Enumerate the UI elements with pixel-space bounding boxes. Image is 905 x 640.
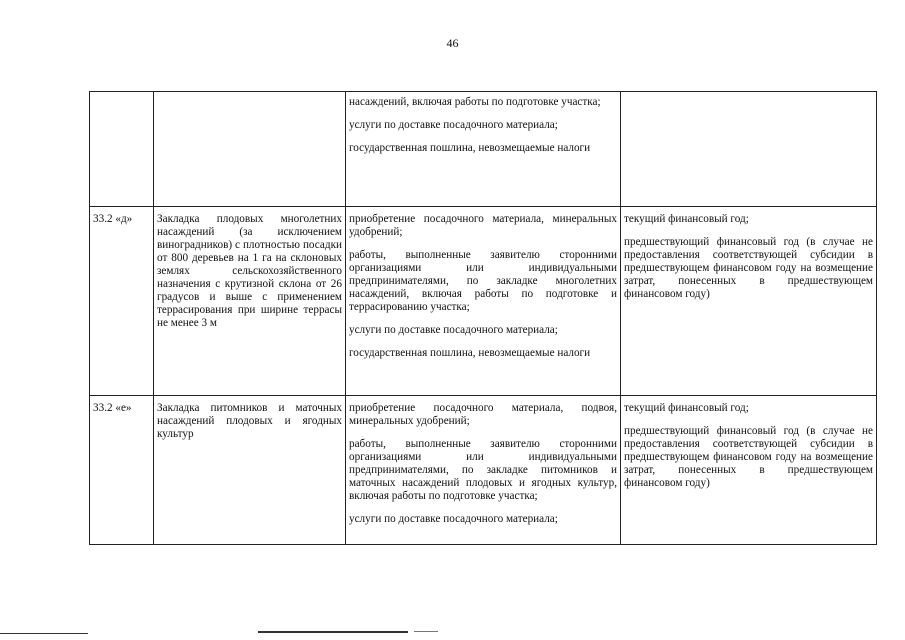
period-cell bbox=[621, 396, 877, 545]
cost-item: государственная пошлина, невозмещаемые налоги bbox=[349, 142, 591, 154]
row-number bbox=[90, 92, 154, 207]
row-number: 33.2 «д» bbox=[90, 207, 154, 396]
row-number: 33.2 «е» bbox=[90, 396, 154, 545]
cost-types bbox=[346, 396, 621, 545]
cost-item: приобретение посадочного материала, минеральных удобрений; bbox=[349, 213, 617, 238]
table-row bbox=[90, 92, 877, 207]
period-item: текущий финансовый год; bbox=[624, 213, 749, 225]
cost-item: приобретение посадочного материала, подвоя, минеральных удобрений; bbox=[349, 402, 617, 427]
period-cell bbox=[621, 92, 877, 207]
page-number: 46 bbox=[446, 36, 459, 50]
cost-item: государственная пошлина, невозмещаемые налоги bbox=[349, 347, 591, 359]
cost-item: услуги по доставке посадочного материала; bbox=[349, 324, 558, 336]
table-row bbox=[90, 396, 877, 545]
measure-name: Закладка плодовых многолетних насаждений (за исключением виноградников) с плотностью посадки от 800 деревьев на 1 га на склоновых землях сельскохозяйственного назначения с крутизной склона от 26 градусов и выше с применением террасирования при ширине террасы не менее 3 м bbox=[154, 207, 346, 396]
footer-mark bbox=[258, 631, 408, 633]
footer-mark bbox=[414, 631, 438, 632]
period-item: предшествующий финансовый год (в случае не предоставления соответствующей субсидии в предшествующем финансовом году на возмещение затрат, понесенных в предшествующем финансовом году) bbox=[624, 425, 873, 489]
period-item: предшествующий финансовый год (в случае не предоставления соответствующей субсидии в предшествующем финансовом году на возмещение затрат, понесенных в предшествующем финансовом году) bbox=[624, 236, 873, 300]
footer-divider bbox=[0, 633, 88, 634]
cost-item: насаждений, включая работы по подготовке участка; bbox=[349, 96, 601, 108]
cost-item: работы, выполненные заявителю сторонними организациями или индивидуальными предпринимателями, по закладке питомников и маточных насаждений плодовых и ягодных культур, включая работы по подготовке участка; bbox=[349, 438, 617, 502]
measure-name bbox=[154, 92, 346, 207]
cost-item: услуги по доставке посадочного материала; bbox=[349, 119, 558, 131]
cost-item: работы, выполненные заявителю сторонними организациями или индивидуальными предпринимателями, по закладке многолетних насаждений, включая работы по подготовке и террасированию участка; bbox=[349, 249, 617, 313]
table-row bbox=[90, 207, 877, 396]
subsidy-table bbox=[89, 91, 877, 545]
cost-types bbox=[346, 92, 621, 207]
cost-types bbox=[346, 207, 621, 396]
measure-name: Закладка питомников и маточных насаждений плодовых и ягодных культур bbox=[154, 396, 346, 545]
period-cell bbox=[621, 207, 877, 396]
cost-item: услуги по доставке посадочного материала; bbox=[349, 513, 558, 525]
period-item: текущий финансовый год; bbox=[624, 402, 749, 414]
